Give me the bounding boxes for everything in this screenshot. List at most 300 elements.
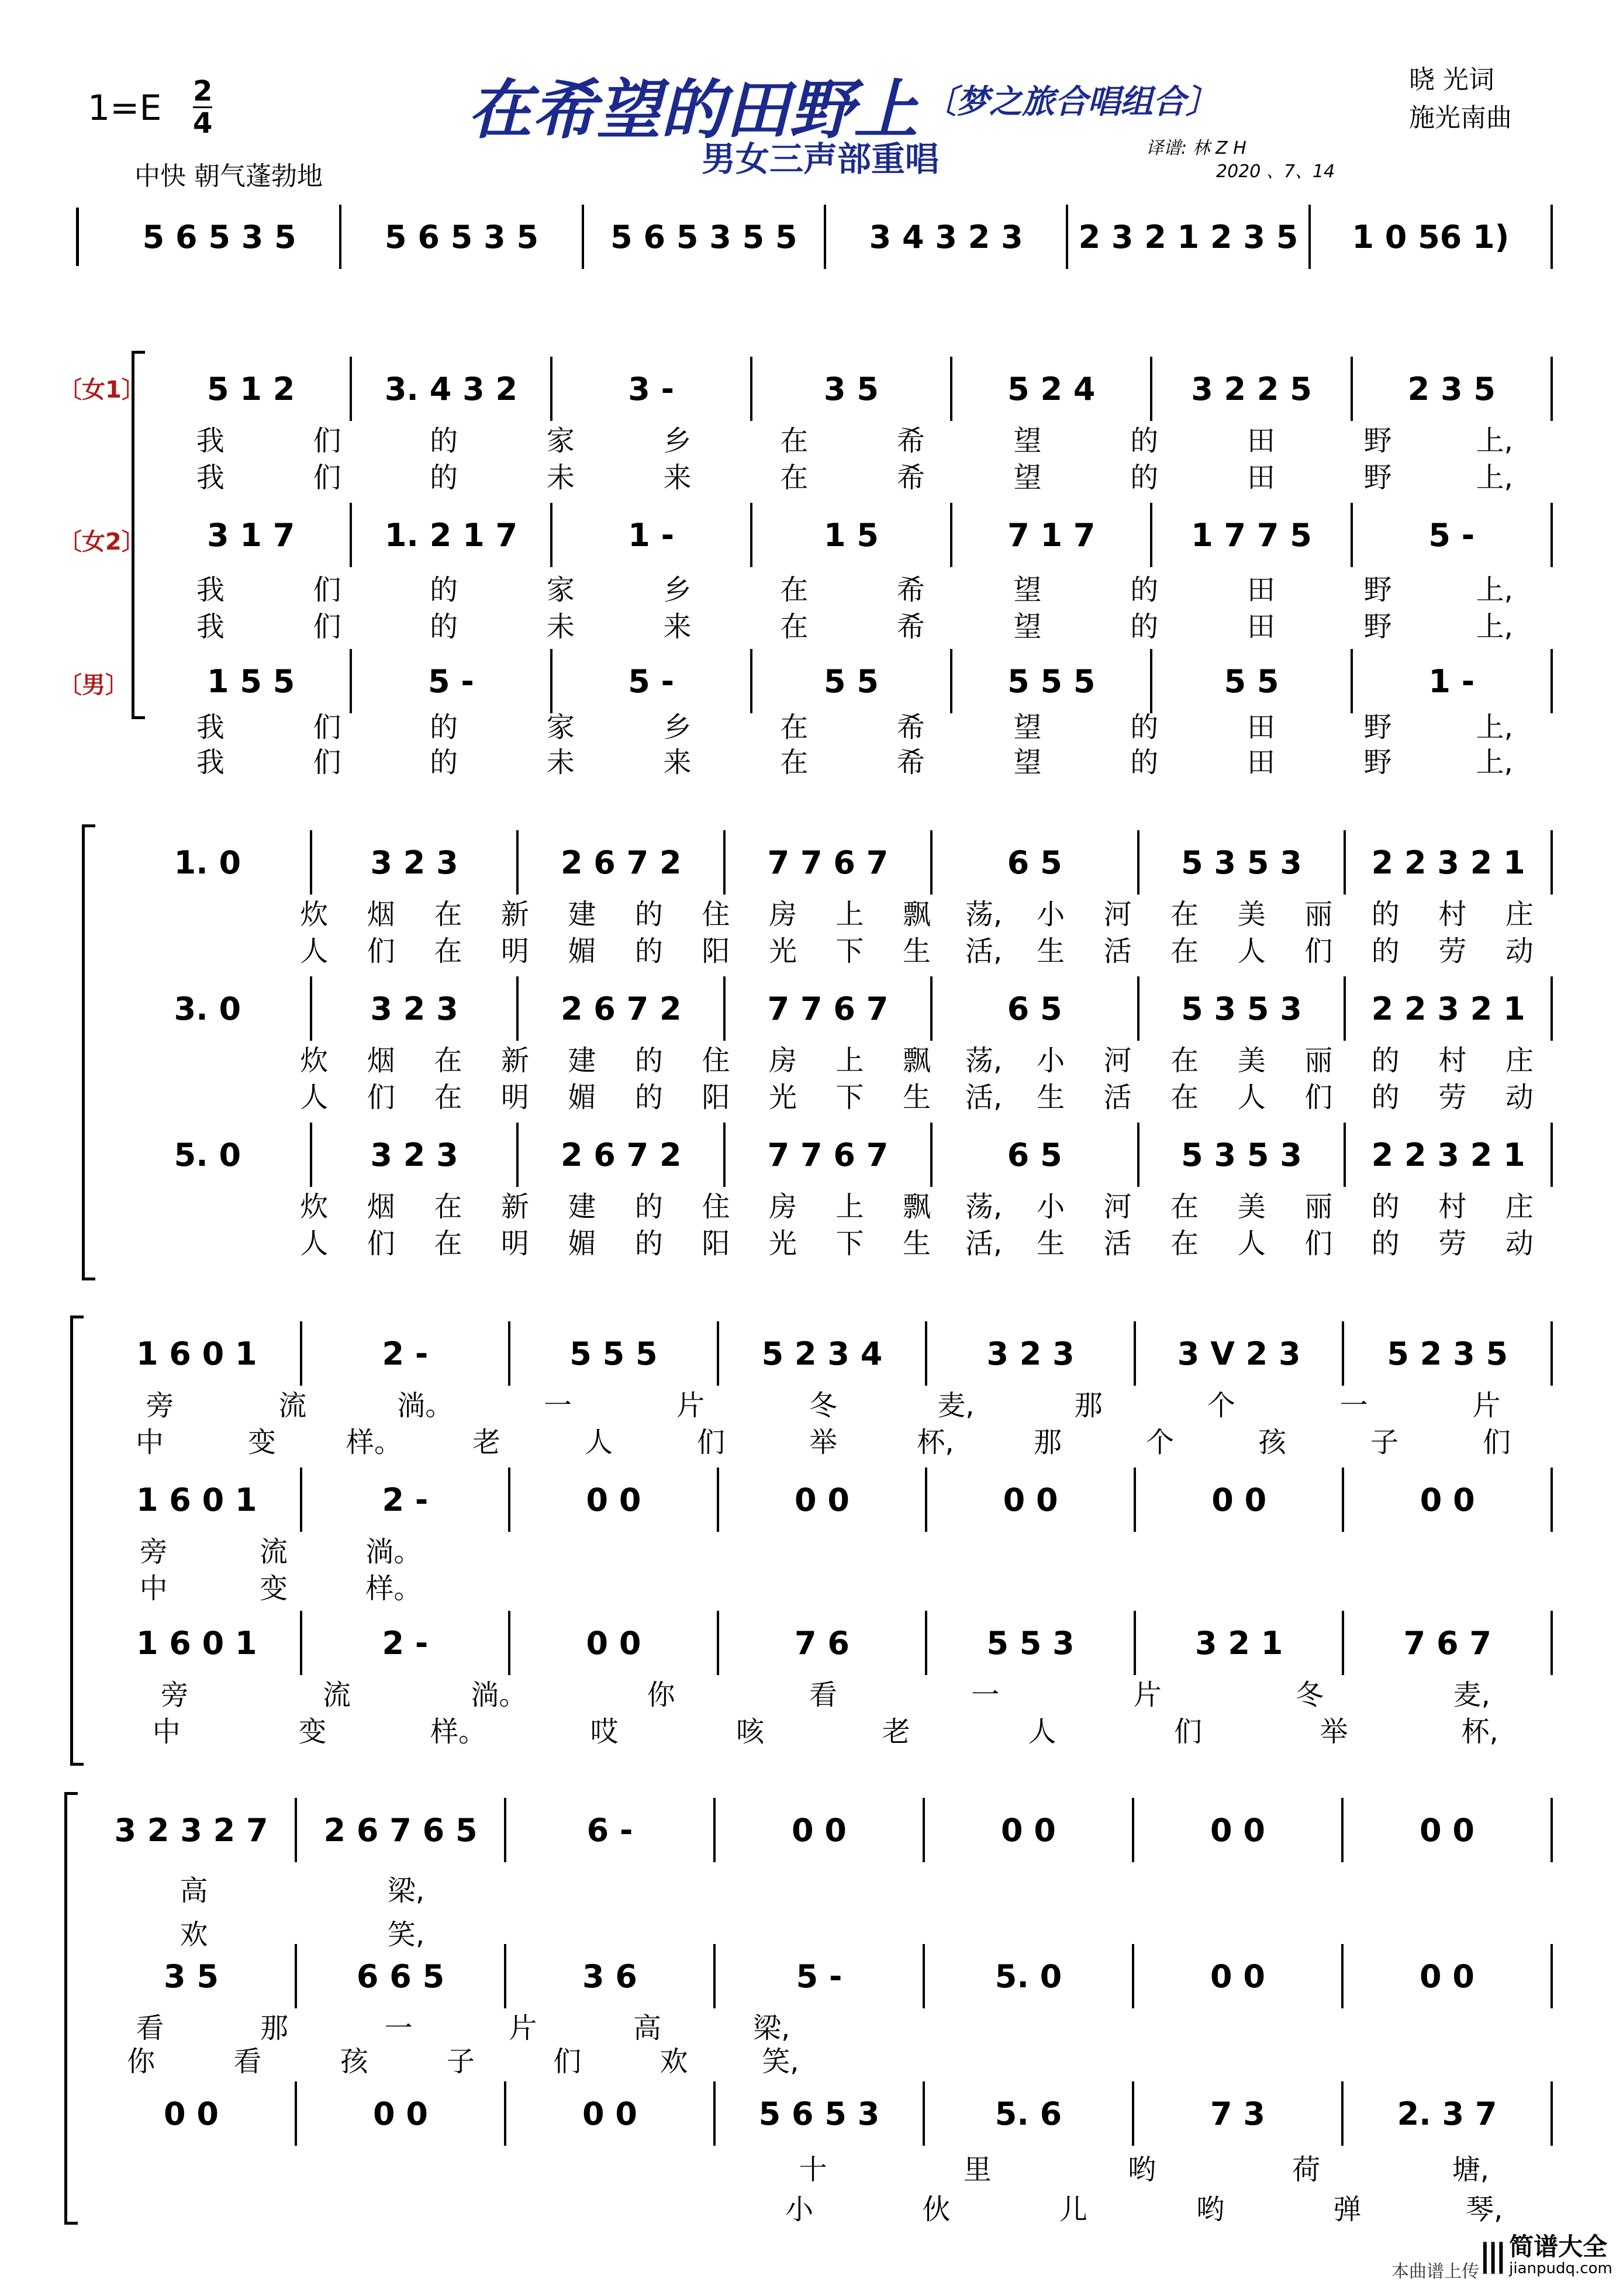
lyric: 上 xyxy=(835,1190,864,1223)
lyric: 的 xyxy=(1371,1081,1400,1114)
time-signature xyxy=(193,76,212,139)
measure: 2 2 3 2 1 xyxy=(1346,976,1553,1041)
lyric: 来 xyxy=(663,746,692,779)
lyric: 淌。 xyxy=(365,1535,422,1568)
lyrics-verse2 xyxy=(731,2187,1553,2226)
lyric: 房 xyxy=(768,1190,797,1223)
measure: 5. 6 xyxy=(925,2081,1134,2146)
composer-credit: 施光南曲 xyxy=(1409,103,1512,133)
lyric: 望 xyxy=(1013,746,1042,779)
lyric: 村 xyxy=(1438,1190,1467,1223)
lyric: 的 xyxy=(1130,424,1159,457)
measure: 5. 0 xyxy=(105,1123,312,1187)
measure: 1 5 xyxy=(752,503,952,567)
measure: 5 6 5 3 5 5 xyxy=(584,205,826,269)
measure: 5 3 5 3 xyxy=(1139,1123,1346,1187)
lyric: 看 xyxy=(233,2045,262,2078)
system-brace xyxy=(64,1792,78,2225)
lyric: 动 xyxy=(1505,1081,1534,1114)
lyric: 田 xyxy=(1246,711,1275,744)
lyric: 的 xyxy=(1130,711,1159,744)
lyric: 杯, xyxy=(1461,1715,1498,1748)
footer-note: 本曲谱上传 xyxy=(1391,2262,1479,2282)
lyrics-verse2 xyxy=(281,928,1553,968)
measure: 0 0 xyxy=(1344,1798,1553,1862)
lyric: 子 xyxy=(1370,1426,1398,1459)
lyric: 们 xyxy=(1482,1426,1511,1459)
lyric: 杯, xyxy=(917,1426,954,1459)
lyrics-verse1 xyxy=(88,1868,512,1907)
lyric: 田 xyxy=(1246,610,1275,643)
lyric: 人 xyxy=(1028,1715,1056,1748)
measure: 0 0 xyxy=(510,1468,719,1532)
lyric: 生 xyxy=(1037,1227,1065,1260)
measure: 0 0 xyxy=(297,2081,506,2146)
lyric: 的 xyxy=(430,711,458,744)
lyric: 荡, xyxy=(965,1044,1003,1077)
lyric: 炊 xyxy=(300,1190,329,1223)
lyric: 希 xyxy=(896,424,925,457)
lyric: 十 xyxy=(799,2153,827,2186)
lyric: 望 xyxy=(1013,424,1042,457)
lyric: 未 xyxy=(546,461,575,494)
lyric: 老 xyxy=(882,1715,910,1748)
lyric: 媚 xyxy=(568,1081,596,1114)
lyric: 田 xyxy=(1246,574,1275,606)
measure: 5 5 3 xyxy=(927,1611,1136,1675)
measure: 0 0 xyxy=(927,1468,1136,1532)
lyric: 的 xyxy=(1130,746,1159,779)
lyric: 美 xyxy=(1237,1190,1266,1223)
lyric: 河 xyxy=(1103,1190,1132,1223)
measure: 5 - xyxy=(352,649,552,713)
measure: 3 2 3 xyxy=(312,1123,519,1187)
lyric: 生 xyxy=(1037,1081,1065,1114)
lyric: 们 xyxy=(313,461,341,494)
lyric: 高 xyxy=(179,1874,208,1907)
lyric: 一 xyxy=(1339,1389,1368,1422)
lyrics-verse2 xyxy=(94,1566,454,1605)
measure: 3 2 3 xyxy=(927,1321,1136,1386)
lyric: 你 xyxy=(647,1679,675,1711)
lyric: 欢 xyxy=(179,1918,208,1951)
transcription-date: 2020 、7、14 xyxy=(1216,161,1335,182)
lyric: 的 xyxy=(1371,1227,1400,1260)
staff-female2 xyxy=(105,976,1553,1041)
lyric: 们 xyxy=(1173,1715,1202,1748)
lyric: 我 xyxy=(196,461,225,494)
lyric: 我 xyxy=(196,574,225,606)
lyricist-credit: 晓 光词 xyxy=(1409,65,1494,95)
repeat-start xyxy=(76,208,91,266)
lyric: 在 xyxy=(434,898,462,931)
lyric: 的 xyxy=(1130,574,1159,606)
intro-staff xyxy=(99,205,1553,269)
lyric: 望 xyxy=(1013,574,1042,606)
lyrics-verse1 xyxy=(281,892,1553,931)
transcriber-credit: 译谱: 林 Z H xyxy=(1146,138,1246,158)
measure: 0 0 xyxy=(925,1798,1134,1862)
lyrics-verse1 xyxy=(94,1529,454,1568)
lyric: 麦, xyxy=(1453,1679,1490,1711)
measure: 1 6 0 1 xyxy=(94,1611,302,1675)
lyric: 那 xyxy=(1074,1389,1103,1422)
lyric: 们 xyxy=(367,1227,395,1260)
lyric: 小 xyxy=(785,2193,814,2226)
lyric: 旁 xyxy=(139,1535,168,1568)
lyric: 一 xyxy=(384,2012,413,2045)
logo-bars-icon: ||| xyxy=(1479,2236,1504,2274)
measure: 1 - xyxy=(1353,649,1553,713)
time-top: 2 xyxy=(193,75,213,108)
lyric: 希 xyxy=(896,574,925,606)
lyric: 中 xyxy=(152,1715,181,1748)
lyric: 上, xyxy=(1476,610,1513,643)
lyric: 样。 xyxy=(430,1715,486,1748)
lyric: 们 xyxy=(313,711,341,744)
measure: 0 0 xyxy=(1344,1944,1553,2008)
lyric: 的 xyxy=(634,1044,663,1077)
lyric: 那 xyxy=(260,2012,289,2045)
lyric: 在 xyxy=(780,711,809,744)
staff-male xyxy=(88,2081,1553,2146)
lyric: 里 xyxy=(963,2153,992,2186)
tempo-marking: 中快 朝气蓬勃地 xyxy=(134,161,323,191)
lyric: 新 xyxy=(500,1044,529,1077)
measure: 5 5 5 xyxy=(510,1321,719,1386)
part-label-female2: 〔女2〕 xyxy=(58,529,145,555)
lyric: 哎 xyxy=(590,1715,619,1748)
measure: 5 6 5 3 xyxy=(716,2081,925,2146)
lyrics-verse2 xyxy=(152,604,1553,643)
lyric: 人 xyxy=(1237,935,1266,968)
measure: 7 7 6 7 xyxy=(726,830,933,895)
lyric: 媚 xyxy=(568,1227,596,1260)
lyric: 生 xyxy=(903,935,931,968)
lyric: 人 xyxy=(1237,1227,1266,1260)
lyric: 媚 xyxy=(568,935,596,968)
measure: 5. 0 xyxy=(925,1944,1134,2008)
lyric: 的 xyxy=(1130,461,1159,494)
measure: 3 2 1 xyxy=(1136,1611,1345,1675)
lyrics-verse2 xyxy=(152,740,1553,779)
measure: 6 5 xyxy=(933,1123,1139,1187)
lyric: 人 xyxy=(300,1081,329,1114)
measure: 2 - xyxy=(302,1468,511,1532)
part-label-female1: 〔女1〕 xyxy=(58,377,145,403)
measure: 7 1 7 xyxy=(952,503,1152,567)
key-signature: 1=E xyxy=(88,88,162,129)
measure: 2 - xyxy=(302,1321,511,1386)
measure: 1 7 7 5 xyxy=(1152,503,1352,567)
lyric: 劳 xyxy=(1438,935,1467,968)
lyric: 野 xyxy=(1363,711,1392,744)
lyric: 片 xyxy=(1133,1679,1162,1711)
lyric: 明 xyxy=(500,1081,529,1114)
lyric: 上, xyxy=(1476,746,1513,779)
arrangement-label: 男女三声部重唱 xyxy=(702,139,940,179)
lyric: 在 xyxy=(1170,898,1199,931)
system-brace xyxy=(70,1316,84,1766)
lyric: 未 xyxy=(546,610,575,643)
system-brace xyxy=(82,824,95,1280)
lyric: 希 xyxy=(896,461,925,494)
lyric: 建 xyxy=(568,898,596,931)
lyric: 乡 xyxy=(663,424,692,457)
lyric: 美 xyxy=(1237,898,1266,931)
measure: 2 3 2 1 2 3 5 xyxy=(1068,205,1310,269)
lyric: 举 xyxy=(809,1426,837,1459)
lyric: 村 xyxy=(1438,898,1467,931)
lyric: 我 xyxy=(196,711,225,744)
measure: 3 2 3 xyxy=(312,976,519,1041)
measure: 5 2 3 4 xyxy=(719,1321,928,1386)
lyric: 我 xyxy=(196,746,225,779)
measure: 2 6 7 2 xyxy=(519,976,726,1041)
measure: 3. 0 xyxy=(105,976,312,1041)
lyric: 乡 xyxy=(663,574,692,606)
measure: 5 5 xyxy=(752,649,952,713)
measure: 3 2 2 5 xyxy=(1152,357,1352,421)
lyrics-verse2 xyxy=(94,1709,1553,1748)
lyric: 明 xyxy=(500,1227,529,1260)
measure: 3 6 xyxy=(506,1944,716,2008)
measure: 5 3 5 3 xyxy=(1139,976,1346,1041)
measure: 7 7 6 7 xyxy=(726,1123,933,1187)
lyric: 们 xyxy=(553,2045,582,2078)
lyric: 我 xyxy=(196,424,225,457)
lyric: 乡 xyxy=(663,711,692,744)
lyric: 淌。 xyxy=(471,1679,527,1711)
lyrics-verse2 xyxy=(152,455,1553,494)
lyric: 上, xyxy=(1476,574,1513,606)
lyrics-verse1 xyxy=(152,705,1553,744)
lyric: 动 xyxy=(1505,1227,1534,1260)
lyric: 子 xyxy=(446,2045,475,2078)
lyric: 们 xyxy=(313,424,341,457)
lyrics-verse1 xyxy=(281,1184,1553,1223)
lyric: 烟 xyxy=(367,898,395,931)
measure: 5 2 4 xyxy=(952,357,1152,421)
lyric: 在 xyxy=(780,610,809,643)
lyric: 中 xyxy=(139,1572,168,1605)
measure: 1. 2 1 7 xyxy=(352,503,552,567)
measure: 7 3 xyxy=(1134,2081,1344,2146)
lyric: 建 xyxy=(568,1044,596,1077)
lyric: 笑, xyxy=(762,2045,799,2078)
lyric: 在 xyxy=(434,935,462,968)
measure: 7 7 6 7 xyxy=(726,976,933,1041)
lyric: 生 xyxy=(903,1081,931,1114)
lyric: 人 xyxy=(300,935,329,968)
measure: 1 6 0 1 xyxy=(94,1321,302,1386)
lyric: 荡, xyxy=(965,898,1003,931)
lyric: 家 xyxy=(546,711,575,744)
lyric: 家 xyxy=(546,574,575,606)
measure: 2 3 5 xyxy=(1353,357,1553,421)
lyric: 伙 xyxy=(922,2193,951,2226)
measure: 0 0 xyxy=(716,1798,925,1862)
lyric: 光 xyxy=(768,935,797,968)
lyric: 野 xyxy=(1363,461,1392,494)
lyric: 琴, xyxy=(1466,2193,1503,2226)
lyric: 小 xyxy=(1037,1044,1065,1077)
lyric: 野 xyxy=(1363,574,1392,606)
lyric: 野 xyxy=(1363,610,1392,643)
lyric: 们 xyxy=(1304,935,1333,968)
measure: 5 5 xyxy=(1152,649,1352,713)
measure: 0 0 xyxy=(1134,1944,1344,2008)
measure: 0 0 xyxy=(719,1468,928,1532)
measure: 3 - xyxy=(552,357,752,421)
lyric: 塘, xyxy=(1452,2153,1490,2186)
lyric: 新 xyxy=(500,898,529,931)
lyric: 样。 xyxy=(365,1572,422,1605)
lyric: 在 xyxy=(434,1081,462,1114)
lyric: 在 xyxy=(434,1227,462,1260)
lyric: 望 xyxy=(1013,461,1042,494)
lyric: 庄 xyxy=(1505,1190,1534,1223)
lyric: 动 xyxy=(1505,935,1534,968)
lyric: 的 xyxy=(430,461,458,494)
lyric: 生 xyxy=(1037,935,1065,968)
measure: 1 - xyxy=(552,503,752,567)
lyric: 的 xyxy=(634,1081,663,1114)
lyrics-verse1 xyxy=(94,1672,1553,1711)
lyric: 庄 xyxy=(1505,1044,1534,1077)
measure: 1 5 5 xyxy=(152,649,352,713)
lyric: 的 xyxy=(1371,1190,1400,1223)
lyric: 麦, xyxy=(937,1389,975,1422)
measure: 3 1 7 xyxy=(152,503,352,567)
lyric: 住 xyxy=(702,1044,730,1077)
measure: 2 2 3 2 1 xyxy=(1346,830,1553,895)
staff-male xyxy=(105,1123,1553,1187)
time-bottom: 4 xyxy=(193,107,213,140)
lyrics-verse1 xyxy=(152,418,1553,457)
lyric: 荡, xyxy=(965,1190,1003,1223)
lyric: 孩 xyxy=(1258,1426,1286,1459)
lyric: 高 xyxy=(633,2012,662,2045)
lyric: 样。 xyxy=(346,1426,402,1459)
measure: 3 V 2 3 xyxy=(1136,1321,1345,1386)
lyric: 烟 xyxy=(367,1190,395,1223)
lyric: 建 xyxy=(568,1190,596,1223)
lyric: 住 xyxy=(702,898,730,931)
measure: 0 0 xyxy=(1134,1798,1344,1862)
lyric: 美 xyxy=(1237,1044,1266,1077)
lyric: 来 xyxy=(663,461,692,494)
staff-male xyxy=(152,649,1553,713)
measure: 3 2 3 xyxy=(312,830,519,895)
measure: 1. 0 xyxy=(105,830,312,895)
lyric: 活 xyxy=(1103,935,1132,968)
lyric: 在 xyxy=(1170,1227,1199,1260)
lyric: 阳 xyxy=(702,1081,730,1114)
staff-female2 xyxy=(94,1468,1553,1532)
lyric: 们 xyxy=(1304,1227,1333,1260)
subtitle: 〔梦之旅合唱组合〕 xyxy=(924,83,1218,121)
lyric: 的 xyxy=(430,574,458,606)
staff-male xyxy=(94,1611,1553,1675)
lyric: 下 xyxy=(835,1227,864,1260)
lyric: 冬 xyxy=(809,1389,837,1422)
lyric: 活, xyxy=(965,1227,1003,1260)
lyric: 河 xyxy=(1103,1044,1132,1077)
measure: 0 0 xyxy=(1344,1468,1553,1532)
lyric: 飘 xyxy=(903,1044,931,1077)
lyric: 人 xyxy=(584,1426,613,1459)
lyric: 老 xyxy=(472,1426,500,1459)
logo-text: 简谱大全 xyxy=(1509,2232,1608,2261)
measure: 5 6 5 3 5 xyxy=(99,205,341,269)
measure: 1 0 56 1) xyxy=(1311,205,1553,269)
measure: 5 - xyxy=(716,1944,925,2008)
logo-url: jianpudq.com xyxy=(1509,2260,1612,2278)
lyric: 们 xyxy=(313,610,341,643)
measure: 6 5 xyxy=(933,976,1139,1041)
lyric: 在 xyxy=(1170,935,1199,968)
lyric: 上, xyxy=(1476,424,1513,457)
lyric: 在 xyxy=(1170,1081,1199,1114)
lyrics-verse2 xyxy=(88,1912,512,1951)
lyric: 举 xyxy=(1320,1715,1348,1748)
staff-female1 xyxy=(152,357,1553,421)
lyric: 淌。 xyxy=(397,1389,454,1422)
lyric: 哟 xyxy=(1128,2153,1156,2186)
staff-female2 xyxy=(152,503,1553,567)
lyric: 望 xyxy=(1013,711,1042,744)
lyric: 上, xyxy=(1476,461,1513,494)
lyric: 个 xyxy=(1207,1389,1235,1422)
lyric: 们 xyxy=(1304,1081,1333,1114)
lyric: 的 xyxy=(1371,1044,1400,1077)
lyric: 下 xyxy=(835,935,864,968)
measure: 6 5 xyxy=(933,830,1139,895)
measure: 2 - xyxy=(302,1611,511,1675)
staff-female1 xyxy=(105,830,1553,895)
lyric: 在 xyxy=(434,1190,462,1223)
lyric: 野 xyxy=(1363,746,1392,779)
measure: 0 0 xyxy=(1136,1468,1345,1532)
part-label-male: 〔男〕 xyxy=(58,672,129,699)
lyric: 活, xyxy=(965,1081,1003,1114)
lyric: 阳 xyxy=(702,1227,730,1260)
lyric: 在 xyxy=(780,746,809,779)
lyric: 片 xyxy=(509,2012,537,2045)
lyric: 希 xyxy=(896,746,925,779)
lyric: 变 xyxy=(259,1572,288,1605)
measure: 3 4 3 2 3 xyxy=(826,205,1068,269)
lyric: 上, xyxy=(1476,711,1513,744)
measure: 3. 4 3 2 xyxy=(352,357,552,421)
lyric: 光 xyxy=(768,1081,797,1114)
lyric: 看 xyxy=(809,1679,837,1711)
measure: 2 6 7 6 5 xyxy=(297,1798,506,1862)
lyric: 变 xyxy=(247,1426,276,1459)
lyric: 欢 xyxy=(659,2045,688,2078)
lyric: 望 xyxy=(1013,610,1042,643)
lyric: 小 xyxy=(1037,898,1065,931)
lyric: 希 xyxy=(896,610,925,643)
lyric: 荷 xyxy=(1292,2153,1321,2186)
lyric: 的 xyxy=(634,1190,663,1223)
lyric: 们 xyxy=(313,746,341,779)
measure: 0 0 xyxy=(88,2081,297,2146)
lyric: 希 xyxy=(896,711,925,744)
measure: 5 - xyxy=(552,649,752,713)
measure: 7 6 xyxy=(719,1611,928,1675)
